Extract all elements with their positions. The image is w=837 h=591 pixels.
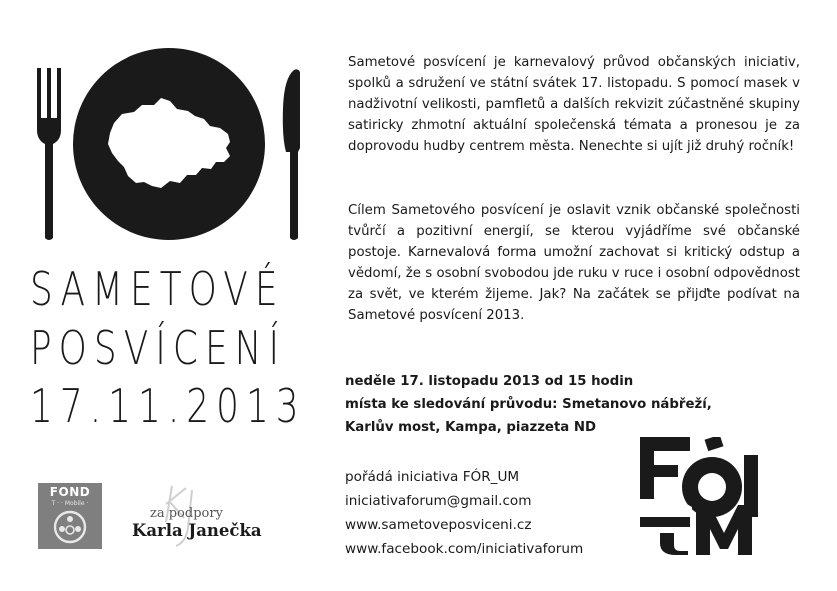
organizer-text: pořádá iniciativa FÓR_UM [345, 469, 520, 485]
forum-logo [640, 437, 770, 555]
event-date-line: neděle 17. listopadu 2013 od 15 hodin [345, 374, 634, 389]
sponsor-name: Karla Janečka [132, 521, 262, 540]
event-places-line-2: Karlův most, Kampa, piazzeta ND [345, 420, 597, 435]
intro-paragraph-2: Cílem Sametového posvícení je oslavit vznik občanské společnosti tvůrčí a pozitivní energií, se kterou vyjádříme své občanské postoje. Karnevalová forma umožní zachovat si kritický odstup a vědomí, že s osobní svobodou jde ruku v ruce i osobní odpovědnost za svět, ve kterém žijeme. Jak? Na začátek se přijďte podívat na Sametové posvícení 2013. [348, 203, 800, 323]
fork-icon [37, 68, 61, 240]
people-circle-icon [53, 510, 87, 544]
intro-paragraph-1: Sametové posvícení je karnevalový průvod občanských iniciativ, spolků a sdružení ve státní svátek 17. listopadu. S pomocí masek v nadživotní velikosti, pamfletů a dalších rekvizit zúčastněné skupiny satiricky zhmotní aktuální společenská témata a pronesou je za doprovodu hudby centrem města. Nenechte si ujít již druhý ročník! [348, 55, 800, 154]
knife-icon [283, 69, 300, 240]
website-link[interactable]: www.sametoveposviceni.cz [345, 517, 532, 533]
sponsor-prefix: za podpory [150, 506, 223, 521]
plate-fork-knife-emblem [30, 48, 310, 248]
fond-sub-label: T · · Mobile · [51, 500, 89, 507]
event-places-line-1: místa ke sledování průvodu: Smetanovo nábřeží, [345, 397, 712, 412]
event-title-line-2: POSVÍCENÍ [30, 321, 287, 375]
fond-tmobile-logo [38, 483, 102, 549]
event-title-line-1: SAMETOVÉ [30, 262, 285, 316]
facebook-link[interactable]: www.facebook.com/iniciativaforum [345, 541, 584, 557]
fond-label: FOND [49, 485, 91, 499]
event-date-title: 17.11.2013 [30, 379, 306, 433]
email-link[interactable]: iniciativaforum@gmail.com [345, 493, 532, 509]
